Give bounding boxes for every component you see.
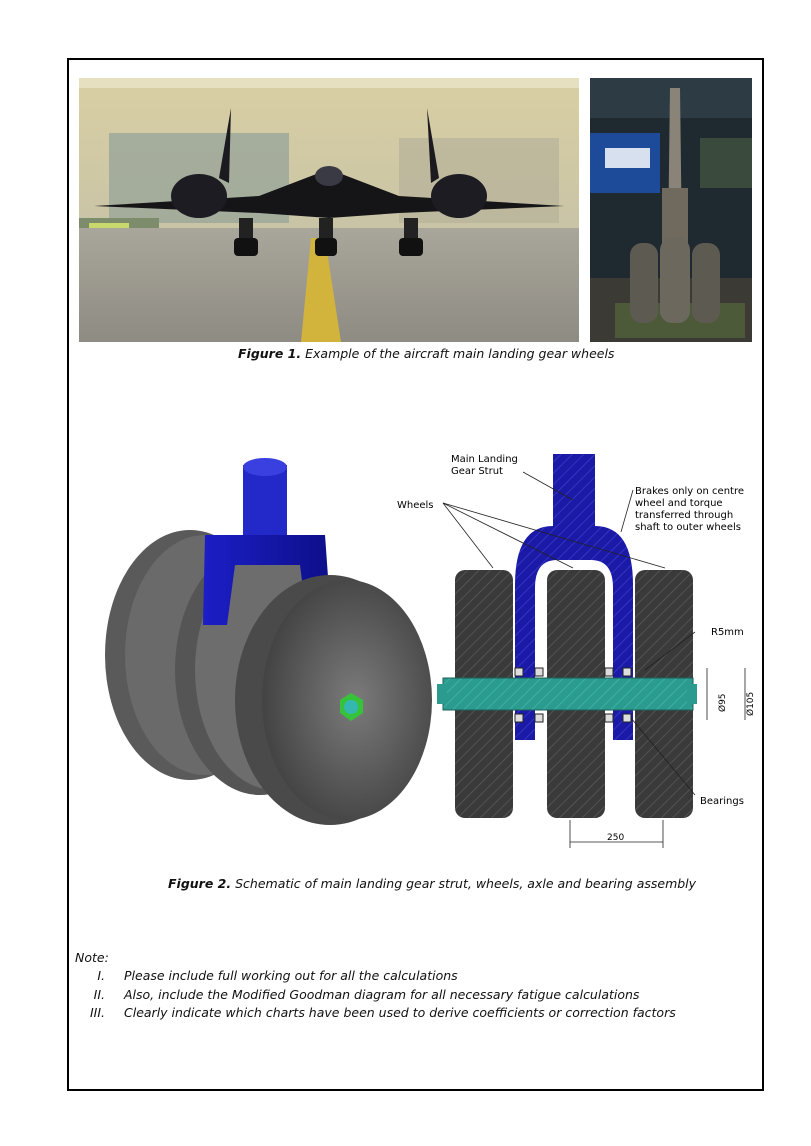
label-brakes-4: shaft to outer wheels	[635, 522, 741, 533]
gear-3d-render	[95, 455, 435, 830]
figure2-caption-text: Schematic of main landing gear strut, wheels, axle and bearing assembly	[235, 876, 697, 891]
landing-gear-photo	[590, 78, 752, 342]
note-item-text: Also, include the Modified Goodman diagram for all necessary fatigue calculations	[124, 987, 640, 1002]
label-dia-outer: Ø105	[746, 691, 756, 716]
note-title: Note:	[75, 950, 109, 965]
figure1-caption-text: Example of the aircraft main landing gear wheels	[305, 346, 615, 361]
label-strut-1: Main Landing	[451, 454, 518, 465]
note-item-text: Clearly indicate which charts have been used to derive coefficients or correction factors	[124, 1005, 676, 1020]
figure1-label: Figure 1.	[238, 346, 302, 361]
gear-schematic	[395, 450, 770, 855]
note-item	[75, 987, 675, 1005]
label-wheels: Wheels	[397, 500, 434, 511]
figure2-label: Figure 2.	[168, 876, 232, 891]
label-brakes-3: transferred through	[635, 510, 734, 521]
label-bearings: Bearings	[700, 796, 744, 807]
label-brakes-2: wheel and torque	[635, 498, 723, 509]
figure1-caption	[238, 346, 614, 361]
label-fillet: R5mm	[711, 627, 744, 638]
label-strut-2: Gear Strut	[451, 466, 503, 477]
label-dia-inner: Ø95	[718, 693, 728, 712]
note-item-num: I.	[97, 968, 105, 983]
note-item-num: III.	[89, 1005, 105, 1020]
aircraft-photo	[79, 78, 579, 342]
note-item-num: II.	[93, 987, 105, 1002]
note-item	[75, 1005, 675, 1023]
note-item	[75, 968, 675, 986]
figure2-caption	[168, 876, 696, 891]
label-brakes-1: Brakes only on centre	[635, 486, 744, 497]
label-spacing: 250	[607, 833, 625, 843]
note-item-text: Please include full working out for all the calculations	[124, 968, 458, 983]
